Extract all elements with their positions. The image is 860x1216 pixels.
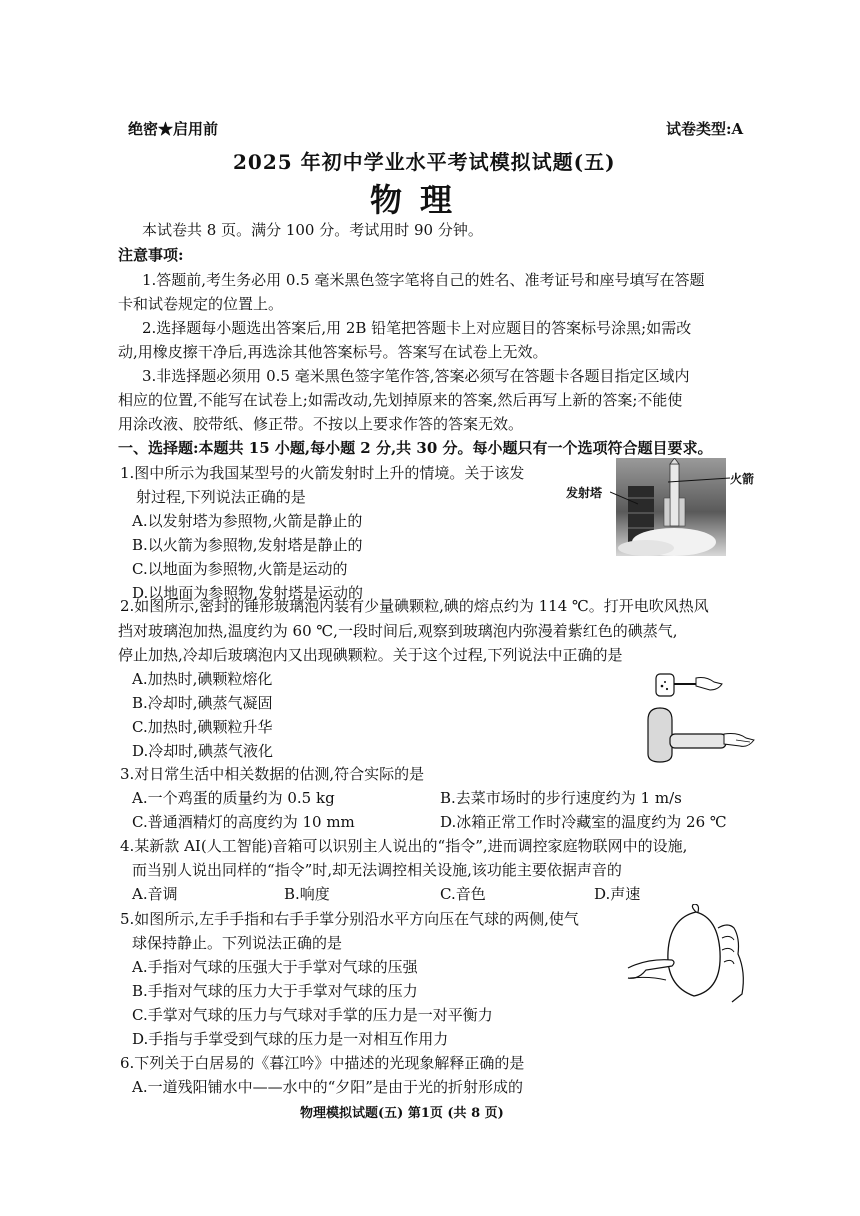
q3-option-d: D.冰箱正常工作时冷藏室的温度约为 26 ℃ (440, 813, 727, 831)
rocket-label: 火箭 (730, 472, 755, 486)
q3-option-b: B.去菜市场时的步行速度约为 1 m/s (440, 789, 682, 807)
q6-stem: 6.下列关于白居易的《暮江吟》中描述的光现象解释正确的是 (120, 1054, 525, 1072)
q4-option-d: D.声速 (594, 885, 641, 903)
q3-option-c: C.普通酒精灯的高度约为 10 mm (132, 813, 355, 831)
notice-line: 1.答题前,考生务必用 0.5 毫米黑色签字笔将自己的姓名、准考证号和座号填写在答题 (142, 271, 705, 289)
q2-stem: 挡对玻璃泡加热,温度约为 60 ℃,一段时间后,观察到玻璃泡内弥漫着紫红色的碘蒸气, (118, 622, 678, 640)
tower-pointer-line (610, 488, 640, 508)
q5-stem: 球保持静止。下列说法正确的是 (132, 934, 343, 952)
q3-stem: 3.对日常生活中相关数据的估测,符合实际的是 (120, 765, 425, 783)
section-heading: 一、选择题:本题共 15 小题,每小题 2 分,共 30 分。每小题只有一个选项符合题目要求。 (118, 439, 713, 457)
intro-text: 本试卷共 8 页。满分 100 分。考试用时 90 分钟。 (142, 221, 483, 239)
q1-stem: 射过程,下列说法正确的是 (136, 488, 306, 506)
q1-option-b: B.以火箭为参照物,发射塔是静止的 (132, 536, 363, 554)
exam-title: 2025 年初中学业水平考试模拟试题(五) (233, 150, 616, 174)
q2-stem: 2.如图所示,密封的锤形玻璃泡内装有少量碘颗粒,碘的熔点约为 114 ℃。打开电吹风热风 (120, 597, 709, 615)
subject-title: 物理 (370, 181, 471, 219)
q5-option-a: A.手指对气球的压强大于手掌对气球的压强 (132, 958, 418, 976)
q4-stem: 而当别人说出同样的“指令”时,却无法调控相关设施,该功能主要依据声音的 (132, 861, 622, 879)
rocket-pointer-line (668, 474, 732, 486)
q2-option-d: D.冷却时,碘蒸气液化 (132, 742, 274, 760)
q4-stem: 4.某新款 AI(人工智能)音箱可以识别主人说出的“指令”,进而调控家庭物联网中的设施, (120, 837, 688, 855)
page-footer: 物理模拟试题(五) 第1页 (共 8 页) (300, 1106, 504, 1121)
q4-option-c: C.音色 (440, 885, 486, 903)
q2-option-a: A.加热时,碘颗粒熔化 (132, 670, 273, 688)
notice-heading: 注意事项: (118, 246, 184, 264)
q1-option-a: A.以发射塔为参照物,火箭是静止的 (132, 512, 363, 530)
tower-label: 发射塔 (566, 486, 603, 500)
q3-option-a: A.一个鸡蛋的质量约为 0.5 kg (132, 789, 335, 807)
q1-option-c: C.以地面为参照物,火箭是运动的 (132, 560, 348, 578)
balloon-hands-figure (626, 904, 756, 1004)
q1-option-d: D.以地面为参照物,发射塔是运动的 (132, 584, 364, 602)
iodine-bulb-hairdryer-figure (640, 668, 760, 768)
notice-line: 动,用橡皮擦干净后,再选涂其他答案标号。答案写在试卷上无效。 (118, 343, 548, 361)
q4-option-b: B.响度 (284, 885, 330, 903)
q4-option-a: A.音调 (132, 885, 178, 903)
notice-line: 用涂改液、胶带纸、修正带。不按以上要求作答的答案无效。 (118, 415, 524, 433)
secret-label: 绝密★启用前 (128, 120, 219, 138)
q2-stem: 停止加热,冷却后玻璃泡内又出现碘颗粒。关于这个过程,下列说法中正确的是 (118, 646, 623, 664)
notice-line: 卡和试卷规定的位置上。 (118, 295, 284, 313)
q5-stem: 5.如图所示,左手手指和右手手掌分别沿水平方向压在气球的两侧,使气 (120, 910, 579, 928)
q5-option-c: C.手掌对气球的压力与气球对手掌的压力是一对平衡力 (132, 1006, 493, 1024)
notice-line: 2.选择题每小题选出答案后,用 2B 铅笔把答题卡上对应题目的答案标号涂黑;如需改 (142, 319, 692, 337)
q2-option-b: B.冷却时,碘蒸气凝固 (132, 694, 273, 712)
q5-option-b: B.手指对气球的压力大于手掌对气球的压力 (132, 982, 418, 1000)
q1-stem: 1.图中所示为我国某型号的火箭发射时上升的情境。关于该发 (120, 464, 525, 482)
q2-option-c: C.加热时,碘颗粒升华 (132, 718, 273, 736)
paper-type: 试卷类型:A (666, 120, 744, 138)
q5-option-d: D.手指与手掌受到气球的压力是一对相互作用力 (132, 1030, 449, 1048)
notice-line: 3.非选择题必须用 0.5 毫米黑色签字笔作答,答案必须写在答题卡各题目指定区域内 (142, 367, 690, 385)
q6-option-a: A.一道残阳铺水中——水中的“夕阳”是由于光的折射形成的 (132, 1078, 523, 1096)
notice-line: 相应的位置,不能写在试卷上;如需改动,先划掉原来的答案,然后再写上新的答案;不能使 (118, 391, 683, 409)
